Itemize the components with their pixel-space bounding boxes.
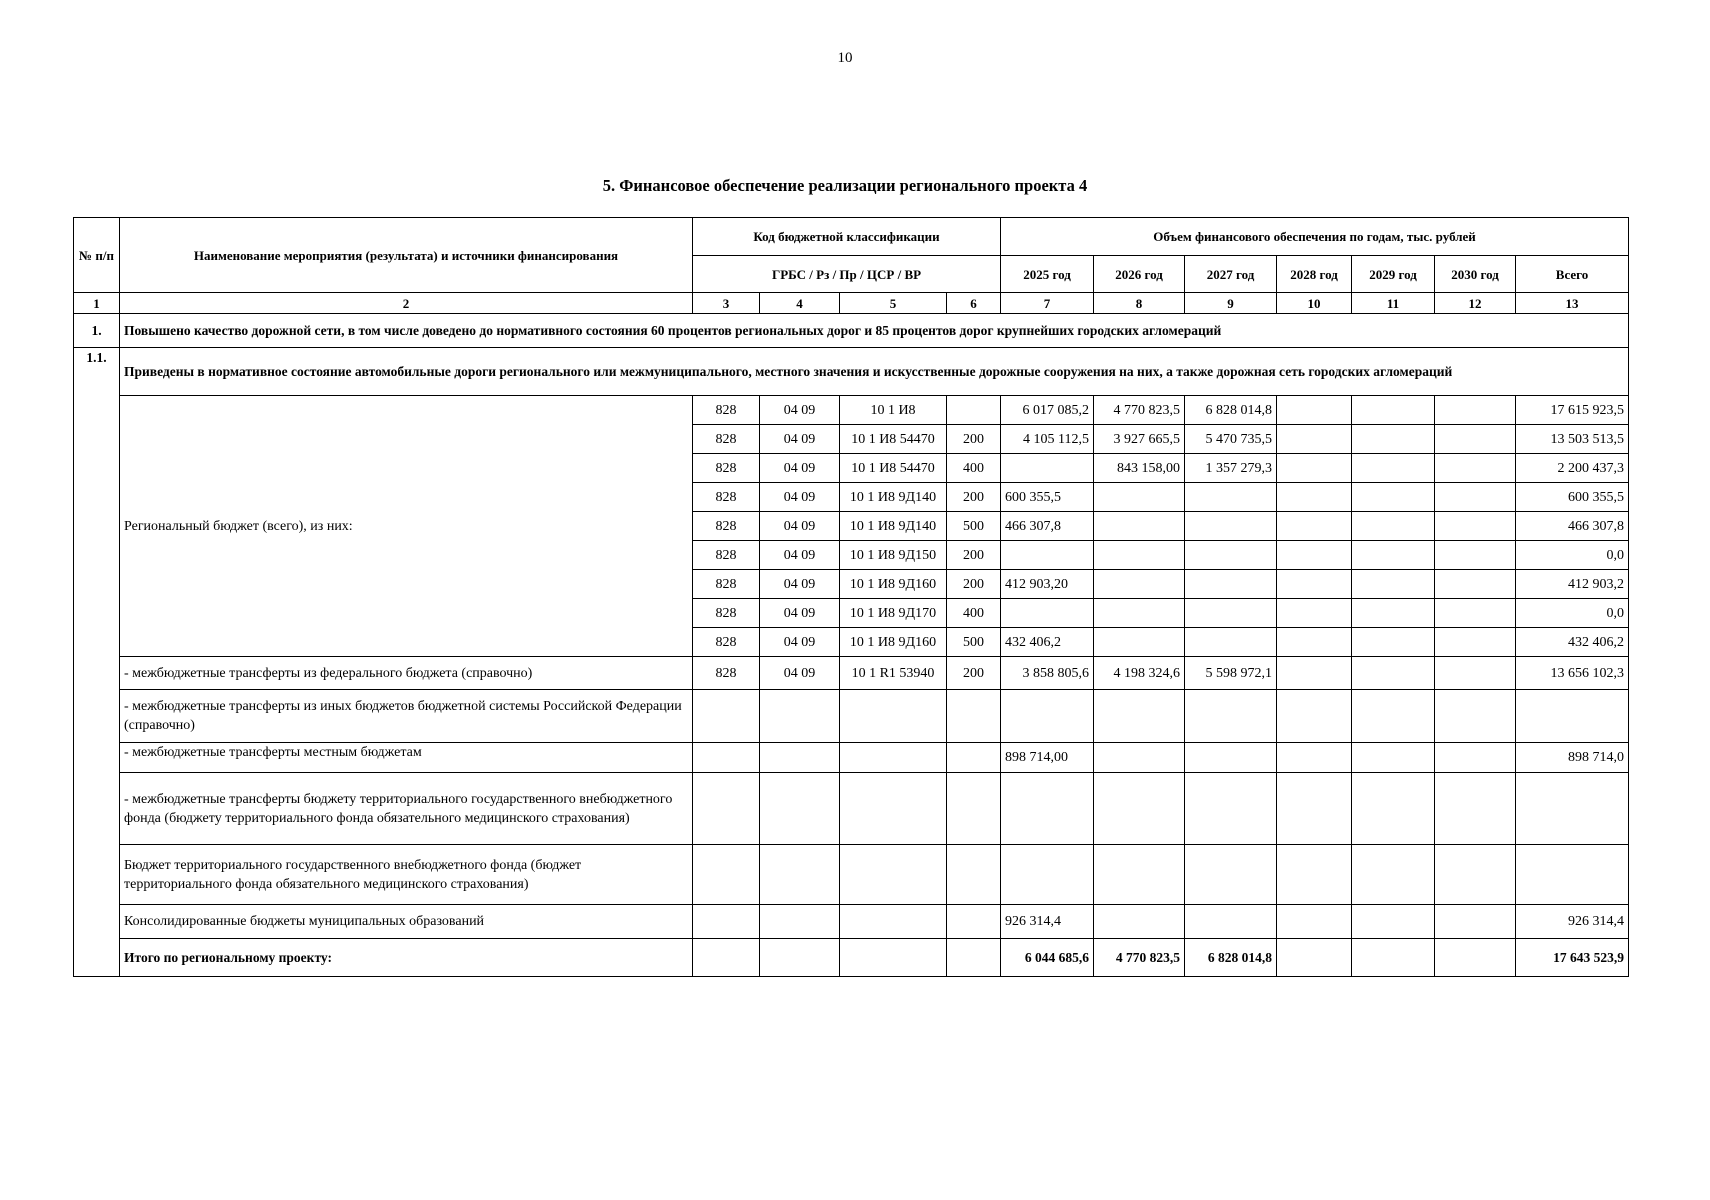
- column-number: 12: [1435, 293, 1516, 314]
- y2027-cell: 6 828 014,8: [1185, 939, 1277, 977]
- y2030-cell: [1435, 483, 1516, 512]
- rz-pr-cell: 04 09: [760, 628, 840, 657]
- y2030-cell: [1435, 454, 1516, 483]
- y2025-cell: 600 355,5: [1001, 483, 1094, 512]
- total-cell: 466 307,8: [1516, 512, 1629, 541]
- grbs-cell: 828: [693, 599, 760, 628]
- subsection-row: [74, 348, 1629, 396]
- y2027-cell: [1185, 541, 1277, 570]
- y2029-cell: [1352, 599, 1435, 628]
- y2028-cell: [1277, 396, 1352, 425]
- y2025-cell: 3 858 805,6: [1001, 657, 1094, 690]
- table-row: [74, 905, 1629, 939]
- csr-cell: 10 1 И8 54470: [840, 454, 947, 483]
- grbs-cell: 828: [693, 512, 760, 541]
- y2027-cell: 1 357 279,3: [1185, 454, 1277, 483]
- y2028-cell: [1277, 541, 1352, 570]
- csr-cell: 10 1 И8: [840, 396, 947, 425]
- y2026-cell: 4 770 823,5: [1094, 939, 1185, 977]
- column-number: 11: [1352, 293, 1435, 314]
- rz-pr-cell: 04 09: [760, 512, 840, 541]
- column-number: 4: [760, 293, 840, 314]
- total-cell: 17 615 923,5: [1516, 396, 1629, 425]
- header-year: 2025 год: [1001, 256, 1094, 293]
- vr-cell: 400: [947, 454, 1001, 483]
- y2025-cell: [1001, 541, 1094, 570]
- csr-cell: 10 1 И8 9Д160: [840, 570, 947, 599]
- section-title: Повышено качество дорожной сети, в том числе доведено до нормативного состояния 60 процентов региональных дорог и 85 процентов дорог крупнейших городских агломераций: [120, 314, 1629, 348]
- vr-cell: [947, 396, 1001, 425]
- total-cell: 432 406,2: [1516, 628, 1629, 657]
- vr-cell: 500: [947, 628, 1001, 657]
- territorial-fund-transfer-label: - межбюджетные трансферты бюджету территориального государственного внебюджетного фонда (бюджету территориального фонда обязательного медицинского страхования): [120, 773, 693, 845]
- y2029-cell: [1352, 657, 1435, 690]
- total-cell: 412 903,2: [1516, 570, 1629, 599]
- y2030-cell: [1435, 599, 1516, 628]
- y2029-cell: [1352, 483, 1435, 512]
- total-label: Итого по региональному проекту:: [120, 939, 693, 977]
- y2030-cell: [1435, 628, 1516, 657]
- y2026-cell: [1094, 628, 1185, 657]
- column-number: 1: [74, 293, 120, 314]
- rz-pr-cell: 04 09: [760, 454, 840, 483]
- vr-cell: 400: [947, 599, 1001, 628]
- column-number: 3: [693, 293, 760, 314]
- grbs-cell: 828: [693, 483, 760, 512]
- y2028-cell: [1277, 570, 1352, 599]
- total-row: [74, 939, 1629, 977]
- municipal-label: Консолидированные бюджеты муниципальных образований: [120, 905, 693, 939]
- column-number: 10: [1277, 293, 1352, 314]
- y2026-cell: [1094, 483, 1185, 512]
- y2026-cell: [1094, 541, 1185, 570]
- column-number: 9: [1185, 293, 1277, 314]
- subsection-title: Приведены в нормативное состояние автомобильные дороги регионального или межмуниципального, местного значения и искусственные дорожные сооружения на них, а также дорожная сеть городских агломераций: [120, 348, 1629, 396]
- y2025-cell: 412 903,20: [1001, 570, 1094, 599]
- page-number: 10: [837, 50, 853, 66]
- column-number: 13: [1516, 293, 1629, 314]
- y2026-cell: [1094, 512, 1185, 541]
- csr-cell: 10 1 И8 9Д140: [840, 483, 947, 512]
- header-code-sub: ГРБС / Рз / Пр / ЦСР / ВР: [693, 256, 1001, 293]
- y2025-cell: 466 307,8: [1001, 512, 1094, 541]
- y2028-cell: [1277, 425, 1352, 454]
- csr-cell: 10 1 И8 9Д170: [840, 599, 947, 628]
- y2028-cell: [1277, 454, 1352, 483]
- financing-table: [73, 217, 1629, 977]
- y2026-cell: [1094, 570, 1185, 599]
- grbs-cell: 828: [693, 541, 760, 570]
- y2030-cell: [1435, 570, 1516, 599]
- y2025-cell: 926 314,4: [1001, 905, 1094, 939]
- y2027-cell: 6 828 014,8: [1185, 396, 1277, 425]
- regional-budget-label: Региональный бюджет (всего), из них:: [120, 396, 693, 657]
- grbs-cell: 828: [693, 657, 760, 690]
- y2028-cell: [1277, 483, 1352, 512]
- total-cell: 2 200 437,3: [1516, 454, 1629, 483]
- y2027-cell: [1185, 512, 1277, 541]
- y2025-cell: 4 105 112,5: [1001, 425, 1094, 454]
- y2027-cell: [1185, 483, 1277, 512]
- grbs-cell: 828: [693, 628, 760, 657]
- column-number: 5: [840, 293, 947, 314]
- column-number: 2: [120, 293, 693, 314]
- total-cell: 17 643 523,9: [1516, 939, 1629, 977]
- header-year: 2026 год: [1094, 256, 1185, 293]
- y2030-cell: [1435, 512, 1516, 541]
- y2027-cell: [1185, 570, 1277, 599]
- y2030-cell: [1435, 425, 1516, 454]
- header-num: № п/п: [74, 218, 120, 293]
- y2030-cell: [1435, 396, 1516, 425]
- csr-cell: 10 1 R1 53940: [840, 657, 947, 690]
- page-title: 5. Финансовое обеспечение реализации регионального проекта 4: [602, 176, 1088, 195]
- y2025-cell: 432 406,2: [1001, 628, 1094, 657]
- header-code-group: Код бюджетной классификации: [693, 218, 1001, 256]
- local-budgets-label: - межбюджетные трансферты местным бюджетам: [120, 743, 693, 773]
- table-row: [74, 773, 1629, 845]
- y2028-cell: [1277, 628, 1352, 657]
- y2026-cell: 4 770 823,5: [1094, 396, 1185, 425]
- section-row: [74, 314, 1629, 348]
- y2027-cell: 5 470 735,5: [1185, 425, 1277, 454]
- rz-pr-cell: 04 09: [760, 657, 840, 690]
- rz-pr-cell: 04 09: [760, 425, 840, 454]
- total-cell: 0,0: [1516, 599, 1629, 628]
- section-number: 1.: [74, 314, 120, 348]
- vr-cell: 200: [947, 657, 1001, 690]
- y2029-cell: [1352, 570, 1435, 599]
- rz-pr-cell: 04 09: [760, 483, 840, 512]
- y2029-cell: [1352, 425, 1435, 454]
- vr-cell: 200: [947, 570, 1001, 599]
- table-row: [74, 396, 1629, 425]
- csr-cell: 10 1 И8 9Д160: [840, 628, 947, 657]
- header-volume-group: Объем финансового обеспечения по годам, тыс. рублей: [1001, 218, 1629, 256]
- header-total: Всего: [1516, 256, 1629, 293]
- y2025-cell: 6 017 085,2: [1001, 396, 1094, 425]
- total-cell: 0,0: [1516, 541, 1629, 570]
- total-cell: 13 656 102,3: [1516, 657, 1629, 690]
- header-year: 2028 год: [1277, 256, 1352, 293]
- y2029-cell: [1352, 512, 1435, 541]
- y2028-cell: [1277, 657, 1352, 690]
- y2029-cell: [1352, 454, 1435, 483]
- total-cell: 13 503 513,5: [1516, 425, 1629, 454]
- y2026-cell: 843 158,00: [1094, 454, 1185, 483]
- y2027-cell: [1185, 628, 1277, 657]
- vr-cell: 200: [947, 541, 1001, 570]
- y2029-cell: [1352, 396, 1435, 425]
- territorial-fund-label: Бюджет территориального государственного внебюджетного фонда (бюджет территориального фонда обязательного медицинского страхования): [120, 845, 693, 905]
- vr-cell: 200: [947, 425, 1001, 454]
- table-row: [74, 657, 1629, 690]
- header-year: 2027 год: [1185, 256, 1277, 293]
- total-cell: 926 314,4: [1516, 905, 1629, 939]
- csr-cell: 10 1 И8 9Д150: [840, 541, 947, 570]
- other-budgets-label: - межбюджетные трансферты из иных бюджетов бюджетной системы Российской Федерации (справочно): [120, 690, 693, 743]
- grbs-cell: 828: [693, 425, 760, 454]
- rz-pr-cell: 04 09: [760, 599, 840, 628]
- y2026-cell: [1094, 599, 1185, 628]
- y2029-cell: [1352, 628, 1435, 657]
- vr-cell: 500: [947, 512, 1001, 541]
- y2027-cell: 5 598 972,1: [1185, 657, 1277, 690]
- y2025-cell: [1001, 454, 1094, 483]
- column-number: 8: [1094, 293, 1185, 314]
- column-number: 6: [947, 293, 1001, 314]
- y2030-cell: [1435, 541, 1516, 570]
- y2028-cell: [1277, 512, 1352, 541]
- header-year: 2030 год: [1435, 256, 1516, 293]
- csr-cell: 10 1 И8 9Д140: [840, 512, 947, 541]
- grbs-cell: 828: [693, 454, 760, 483]
- csr-cell: 10 1 И8 54470: [840, 425, 947, 454]
- column-number-row: [74, 293, 1629, 314]
- y2026-cell: 4 198 324,6: [1094, 657, 1185, 690]
- total-cell: 898 714,0: [1516, 743, 1629, 773]
- header-year: 2029 год: [1352, 256, 1435, 293]
- y2028-cell: [1277, 599, 1352, 628]
- y2025-cell: 898 714,00: [1001, 743, 1094, 773]
- total-cell: 600 355,5: [1516, 483, 1629, 512]
- table-row: [74, 845, 1629, 905]
- y2027-cell: [1185, 599, 1277, 628]
- grbs-cell: 828: [693, 396, 760, 425]
- column-number: 7: [1001, 293, 1094, 314]
- y2030-cell: [1435, 657, 1516, 690]
- rz-pr-cell: 04 09: [760, 570, 840, 599]
- y2025-cell: 6 044 685,6: [1001, 939, 1094, 977]
- table-row: [74, 743, 1629, 773]
- rz-pr-cell: 04 09: [760, 396, 840, 425]
- y2026-cell: 3 927 665,5: [1094, 425, 1185, 454]
- header-name: Наименование мероприятия (результата) и источники финансирования: [120, 218, 693, 293]
- rz-pr-cell: 04 09: [760, 541, 840, 570]
- table-row: [74, 690, 1629, 743]
- federal-transfer-label: - межбюджетные трансферты из федерального бюджета (справочно): [120, 657, 693, 690]
- vr-cell: 200: [947, 483, 1001, 512]
- grbs-cell: 828: [693, 570, 760, 599]
- subsection-number: 1.1.: [74, 348, 120, 977]
- y2025-cell: [1001, 599, 1094, 628]
- y2029-cell: [1352, 541, 1435, 570]
